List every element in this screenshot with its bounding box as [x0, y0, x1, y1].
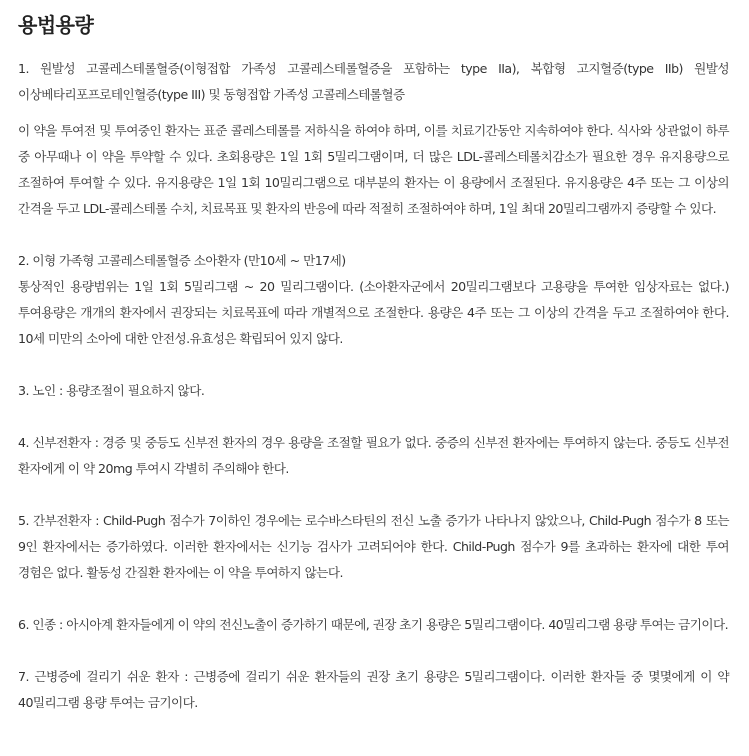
spacer	[18, 482, 729, 508]
section-7-myopathy: 7. 근병증에 걸리기 쉬운 환자 : 근병증에 걸리기 쉬운 환자들의 권장 초기 용량은 5밀리그램이다. 이러한 환자들 중 몇몇에게 이 약 40밀리그램 용량 투여는 금기이다.	[18, 669, 729, 710]
spacer	[18, 404, 729, 430]
page-title: 용법용량	[18, 13, 94, 37]
spacer	[18, 638, 729, 664]
spacer	[18, 352, 729, 378]
section-3-elderly: 3. 노인 : 용량조절이 필요하지 않다.	[18, 383, 205, 398]
spacer	[18, 586, 729, 612]
section-5-hepatic: 5. 간부전환자 : Child-Pugh 점수가 7이하인 경우에는 로수바스타틴의 전신 노출 증가가 나타나지 않았으나, Child-Pugh 점수가 8 또는 9인 환자에서는 증가하였다. 이러한 환자에서는 신기능 검사가 고려되어야 한다. Child-Pugh 점수가 9를 초과하는 환자에 대한 투여 경험은 없다. 활동성 간질환 환자에는 이 약을 투여하지 않는다.	[18, 513, 729, 580]
section-4-renal: 4. 신부전환자 : 경증 및 중등도 신부전 환자의 경우 용량을 조절할 필요가 없다. 중증의 신부전 환자에는 투여하지 않는다. 중등도 신부전 환자에게 이 약 20mg 투여시 각별히 주의해야 한다.	[18, 435, 729, 476]
spacer	[18, 222, 729, 248]
section-6-race: 6. 인종 : 아시아계 환자들에게 이 약의 전신노출이 증가하기 때문에, 권장 초기 용량은 5밀리그램이다. 40밀리그램 용량 투여는 금기이다.	[18, 617, 729, 632]
spacer	[18, 108, 729, 118]
section-1-body: 이 약을 투여전 및 투여중인 환자는 표준 콜레스테롤를 저하식을 하여야 하며, 이를 치료기간동안 지속하여야 한다. 식사와 상관없이 하루 중 아무때나 이 약을 투약할 수 있다. 초회용량은 1일 1회 5밀리그램이며, 더 많은 LDL-콜레스테롤치감소가 필요한 경우 유지용량으로 조절하여 투여할 수 있다. 유지용량은 1일 1회 10밀리그램으로 대부분의 환자는 이 용량에서 조절된다. 유지용량은 4주 또는 그 이상의 간격을 두고 LDL-콜레스테롤 수치, 치료목표 및 환자의 반응에 따라 적절히 조절하여야 하며, 1일 최대 20밀리그램까지 증량할 수 있다.	[18, 123, 729, 216]
section-2-body: 통상적인 용량범위는 1일 1회 5밀리그램 ~ 20 밀리그램이다. (소아환자군에서 20밀리그램보다 고용량을 투여한 임상자료는 없다.) 투여용량은 개개의 환자에서 권장되는 치료목표에 따라 개별적으로 조절한다. 용량은 4주 또는 그 이상의 간격을 두고 조절하여야 한다. 10세 미만의 소아에 대한 안전성.유효성은 확립되어 있지 않다.	[18, 279, 729, 346]
section-1-heading: 1. 원발성 고콜레스테롤혈증(이형접합 가족성 고콜레스테롤혈증을 포함하는 type IIa), 복합형 고지혈증(type IIb) 원발성 이상베타리포프로테인혈증(type III) 및 동형접합 가족성 고콜레스테롤혈증	[18, 61, 729, 102]
section-2-heading: 2. 이형 가족형 고콜레스테롤혈증 소아환자 (만10세 ~ 만17세)	[18, 253, 346, 268]
